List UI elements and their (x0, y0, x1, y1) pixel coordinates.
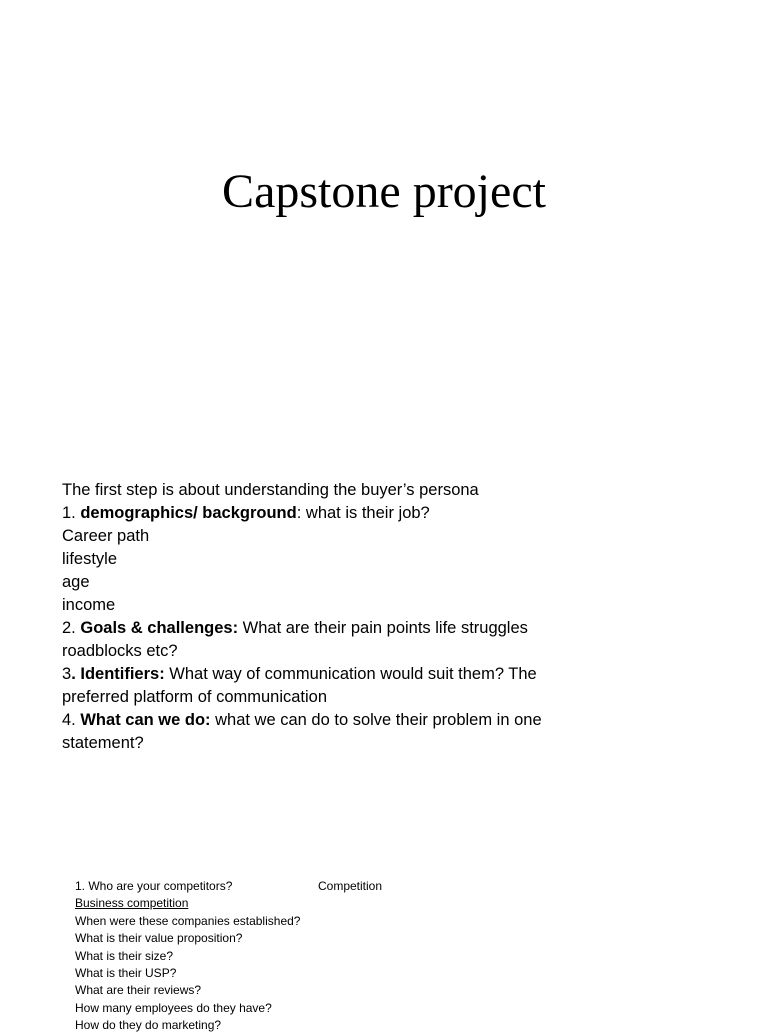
item-colon: : (296, 504, 302, 522)
item-text: What way of communication would suit them? The (164, 665, 537, 683)
item-text: What are their pain points life struggles (238, 619, 528, 637)
item-heading: demographics/ background (75, 504, 297, 522)
subheading-text: Business competition (75, 896, 189, 911)
competition-header-row (75, 878, 475, 895)
persona-subitem: lifestyle (62, 550, 118, 568)
persona-subitem: Career path (62, 527, 150, 545)
competition-question: What is their size? (75, 948, 174, 963)
item-heading: Goals & challenges: (80, 619, 239, 637)
competition-label: Competition (318, 879, 383, 893)
competition-question: What is their USP? (75, 966, 177, 981)
item-heading: What can we do: (80, 711, 211, 729)
persona-item-goals-continued: roadblocks etc? (62, 642, 178, 660)
item-number: 4. (62, 711, 81, 729)
persona-item-identifiers-continued: preferred platform of communication (62, 688, 328, 706)
persona-section (62, 479, 622, 755)
competition-question: What are their reviews? (75, 983, 202, 998)
persona-item-identifiers (62, 663, 622, 686)
competitors-question: 1. Who are your competitors? (75, 879, 233, 893)
persona-item-what-can-we-do-continued: statement? (62, 734, 144, 752)
persona-item-demographics (62, 502, 622, 525)
item-text: what is their job? (301, 504, 430, 522)
document-title: Capstone project (222, 165, 546, 218)
item-heading: . Identifiers: (71, 665, 165, 683)
persona-intro: The first step is about understanding the buyer’s persona (62, 481, 479, 499)
competition-question: How many employees do they have? (75, 1000, 272, 1015)
item-number: 1. (62, 504, 76, 522)
item-text: what we can do to solve their problem in one (210, 711, 542, 729)
persona-subitem: income (62, 596, 116, 614)
item-number: 3 (62, 665, 72, 683)
item-number: 2. (62, 619, 81, 637)
business-competition-subheading (75, 895, 475, 912)
competition-question: How do they do marketing? (75, 1018, 222, 1033)
persona-item-goals (62, 617, 622, 640)
competition-question: When were these companies established? (75, 913, 301, 928)
competition-question: What is their value proposition? (75, 931, 243, 946)
competition-section (75, 878, 475, 1035)
persona-item-what-can-we-do (62, 709, 622, 732)
persona-subitem: age (62, 573, 90, 591)
